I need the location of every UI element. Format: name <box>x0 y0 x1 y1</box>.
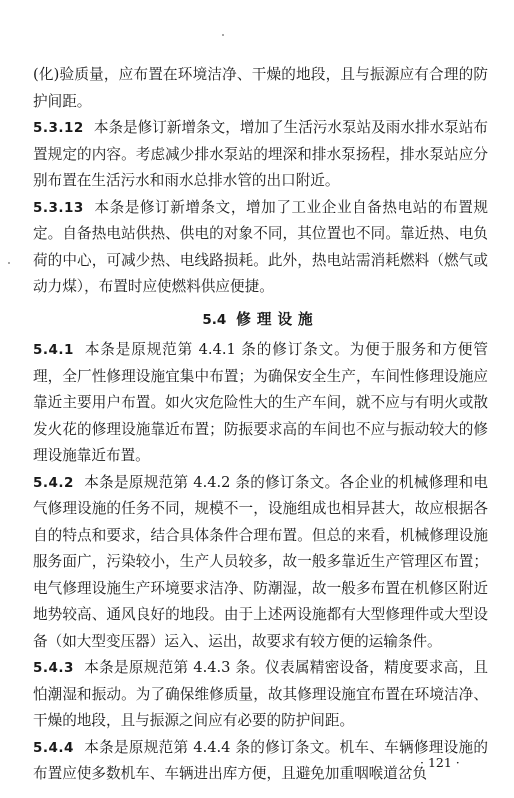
body-text <box>33 62 488 788</box>
clause-text: 本条是原规范第 4.4.4 条的修订条文。机车、车辆修理设施的布置应使多数机车、车辆进出库方便，且避免加重咽喉道岔负 <box>33 738 488 782</box>
clause-number: 5.4.3 <box>33 660 74 676</box>
clause-number: 5.4.2 <box>33 474 74 491</box>
section-number: 5.4 <box>202 311 227 328</box>
section-heading <box>33 307 488 334</box>
clause-text: 本条是修订新增条文，增加了工业企业自备热电站的布置规定。自备热电站供热、供电的对象不同，其位置也不同。靠近热、电负荷的中心，可减少热、电线路损耗。此外，热电站需消耗燃料（燃气或动力煤），布置时应使燃料供应便捷。 <box>33 198 488 295</box>
clause-number: 5.4.1 <box>33 342 74 358</box>
clause-text: 本条是原规范第 4.4.1 条的修订条文。为便于服务和方便管理，全厂性修理设施宜集中布置；为确保安全生产，车间性修理设施应靠近主要用户布置。如火灾危险性大的生产车间，就不应与有明火或散发火花的修理设施靠近布置；防振要求高的车间也不应与振动较大的修理设施靠近布置。 <box>33 341 488 464</box>
clause-5-4-2 <box>33 470 488 656</box>
section-title: 修理设施 <box>236 310 319 328</box>
clause-text: 本条是原规范第 4.4.2 条的修订条文。各企业的机械修理和电气修理设施的任务不同，规模不一，设施组成也相异甚大，故应根据各自的特点和要求，结合具体条件合理布置。但总的来看，机械修理设施服务面广，污染较小，生产人员较多，故一般多靠近生产管理区布置；电气修理设施生产环境要求洁净、防潮湿，故一般多布置在机修区附近地势较高、通风良好的地段。由于上述两设施都有大型修理件或大型设备（如大型变压器）运入、运出，故要求有较方便的运输条件。 <box>33 473 488 650</box>
clause-number: 5.3.12 <box>33 120 84 136</box>
clause-5-3-12 <box>33 115 488 195</box>
clause-number: 5.4.4 <box>33 739 74 756</box>
scan-speck <box>8 262 10 264</box>
clause-text: 本条是修订新增条文，增加了生活污水泵站及雨水排水泵站布置规定的内容。考虑减少排水泵站的埋深和排水泵扬程，排水泵站应分别布置在生活污水和雨水总排水管的出口附近。 <box>33 119 488 189</box>
clause-5-4-3 <box>33 655 488 735</box>
page-number: · 121 · <box>420 755 460 770</box>
clause-5-4-1 <box>33 337 488 470</box>
clause-number: 5.3.13 <box>33 199 84 216</box>
paragraph-continuation <box>33 62 488 115</box>
clause-text: 本条是原规范第 4.4.3 条。仪表属精密设备，精度要求高，且怕潮湿和振动。为了确保维修质量，故其修理设施宜布置在环境洁净、干燥的地段，且与振源之间应有必要的防护间距。 <box>33 659 488 729</box>
paragraph-text: (化)验质量，应布置在环境洁净、干燥的地段，且与振源应有合理的防护间距。 <box>33 66 488 110</box>
clause-5-3-13 <box>33 195 488 301</box>
scan-speck <box>222 34 224 36</box>
